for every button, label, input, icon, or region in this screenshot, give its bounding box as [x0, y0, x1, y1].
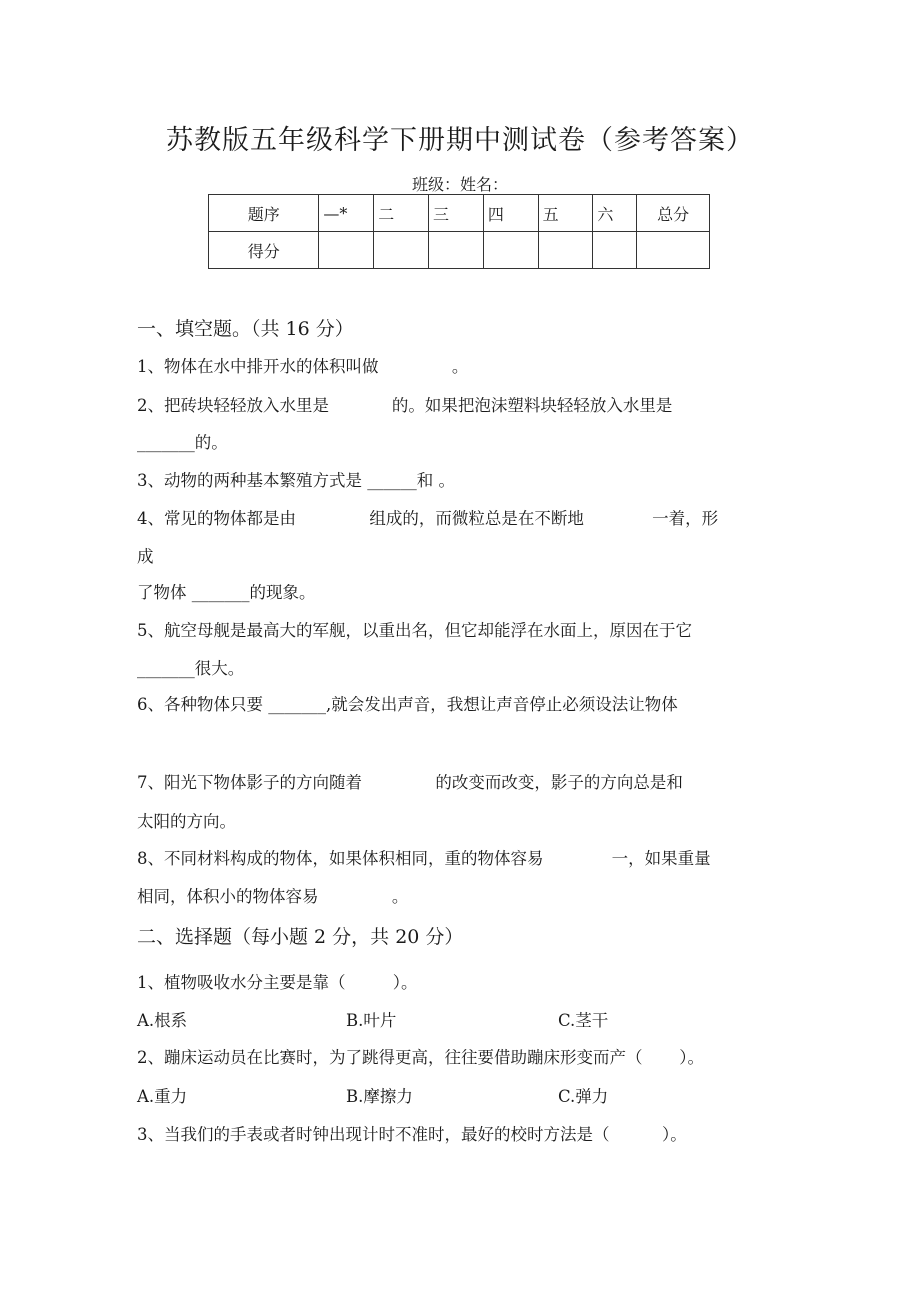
question-line: 太阳的方向。: [137, 812, 236, 831]
question-line: 6、各种物体只要 _______,就会发出声音，我想让声音停止必须设法让物体: [137, 695, 678, 714]
question-line: 5、航空母舰是最高大的军舰，以重出名，但它却能浮在水面上，原因在于它: [137, 621, 692, 640]
question-line: 2、把砖块轻轻放入水里是 的。如果把泡沫塑料块轻轻放入水里是: [137, 396, 673, 415]
option-a[interactable]: A.根系: [137, 1011, 188, 1030]
question-line: 3、动物的两种基本繁殖方式是 ______和 。: [137, 471, 455, 490]
option-b[interactable]: B.摩擦力: [346, 1087, 413, 1106]
question-stem: 3、当我们的手表或者时钟出现计时不准时，最好的校时方法是（ ）。: [137, 1125, 687, 1144]
question-stem: 1、植物吸收水分主要是靠（ ）。: [137, 973, 418, 992]
score-cell[interactable]: [637, 232, 710, 269]
option-b[interactable]: B.叶片: [346, 1011, 397, 1030]
header-cell: 六: [593, 195, 637, 232]
score-cell[interactable]: [593, 232, 637, 269]
question-line: 4、常见的物体都是由 组成的，而微粒总是在不断地 一着，形: [137, 509, 719, 528]
question-stem: 2、蹦床运动员在比赛时，为了跳得更高，往往要借助蹦床形变而产（ ）。: [137, 1048, 704, 1067]
option-a[interactable]: A.重力: [137, 1087, 188, 1106]
question-line: 1、物体在水中排开水的体积叫做 。: [137, 357, 469, 376]
option-c[interactable]: C.茎干: [558, 1011, 609, 1030]
header-cell: 四: [483, 195, 538, 232]
score-table: [208, 194, 710, 269]
header-cell: —*: [319, 195, 374, 232]
score-table-score-row: [209, 232, 710, 269]
score-row-label: 得分: [209, 232, 319, 269]
question-line: 了物体 _______的现象。: [137, 583, 316, 602]
score-cell[interactable]: [483, 232, 538, 269]
section-heading: 二、选择题（每小题 2 分，共 20 分）: [137, 926, 464, 948]
score-cell[interactable]: [319, 232, 374, 269]
question-line: 成: [137, 547, 154, 566]
option-c[interactable]: C.弹力: [558, 1087, 609, 1106]
question-line: 相同，体积小的物体容易 。: [137, 887, 409, 906]
header-cell: 题序: [209, 195, 319, 232]
header-cell: 三: [429, 195, 484, 232]
header-cell: 二: [374, 195, 429, 232]
question-line: 7、阳光下物体影子的方向随着 的改变而改变，影子的方向总是和: [137, 773, 683, 792]
score-cell[interactable]: [374, 232, 429, 269]
question-line: 8、不同材料构成的物体，如果体积相同，重的物体容易 一，如果重量: [137, 849, 711, 868]
document-title: 苏教版五年级科学下册期中测试卷（参考答案）: [166, 125, 754, 156]
section-heading: 一、填空题。（共 16 分）: [137, 318, 354, 340]
header-cell: 总分: [637, 195, 710, 232]
question-line: _______的。: [137, 433, 228, 452]
score-cell[interactable]: [429, 232, 484, 269]
score-cell[interactable]: [538, 232, 593, 269]
question-line: _______很大。: [137, 659, 245, 678]
class-name-line: 班级：姓名：: [411, 175, 508, 194]
header-cell: 五: [538, 195, 593, 232]
score-table-header-row: [209, 195, 710, 232]
